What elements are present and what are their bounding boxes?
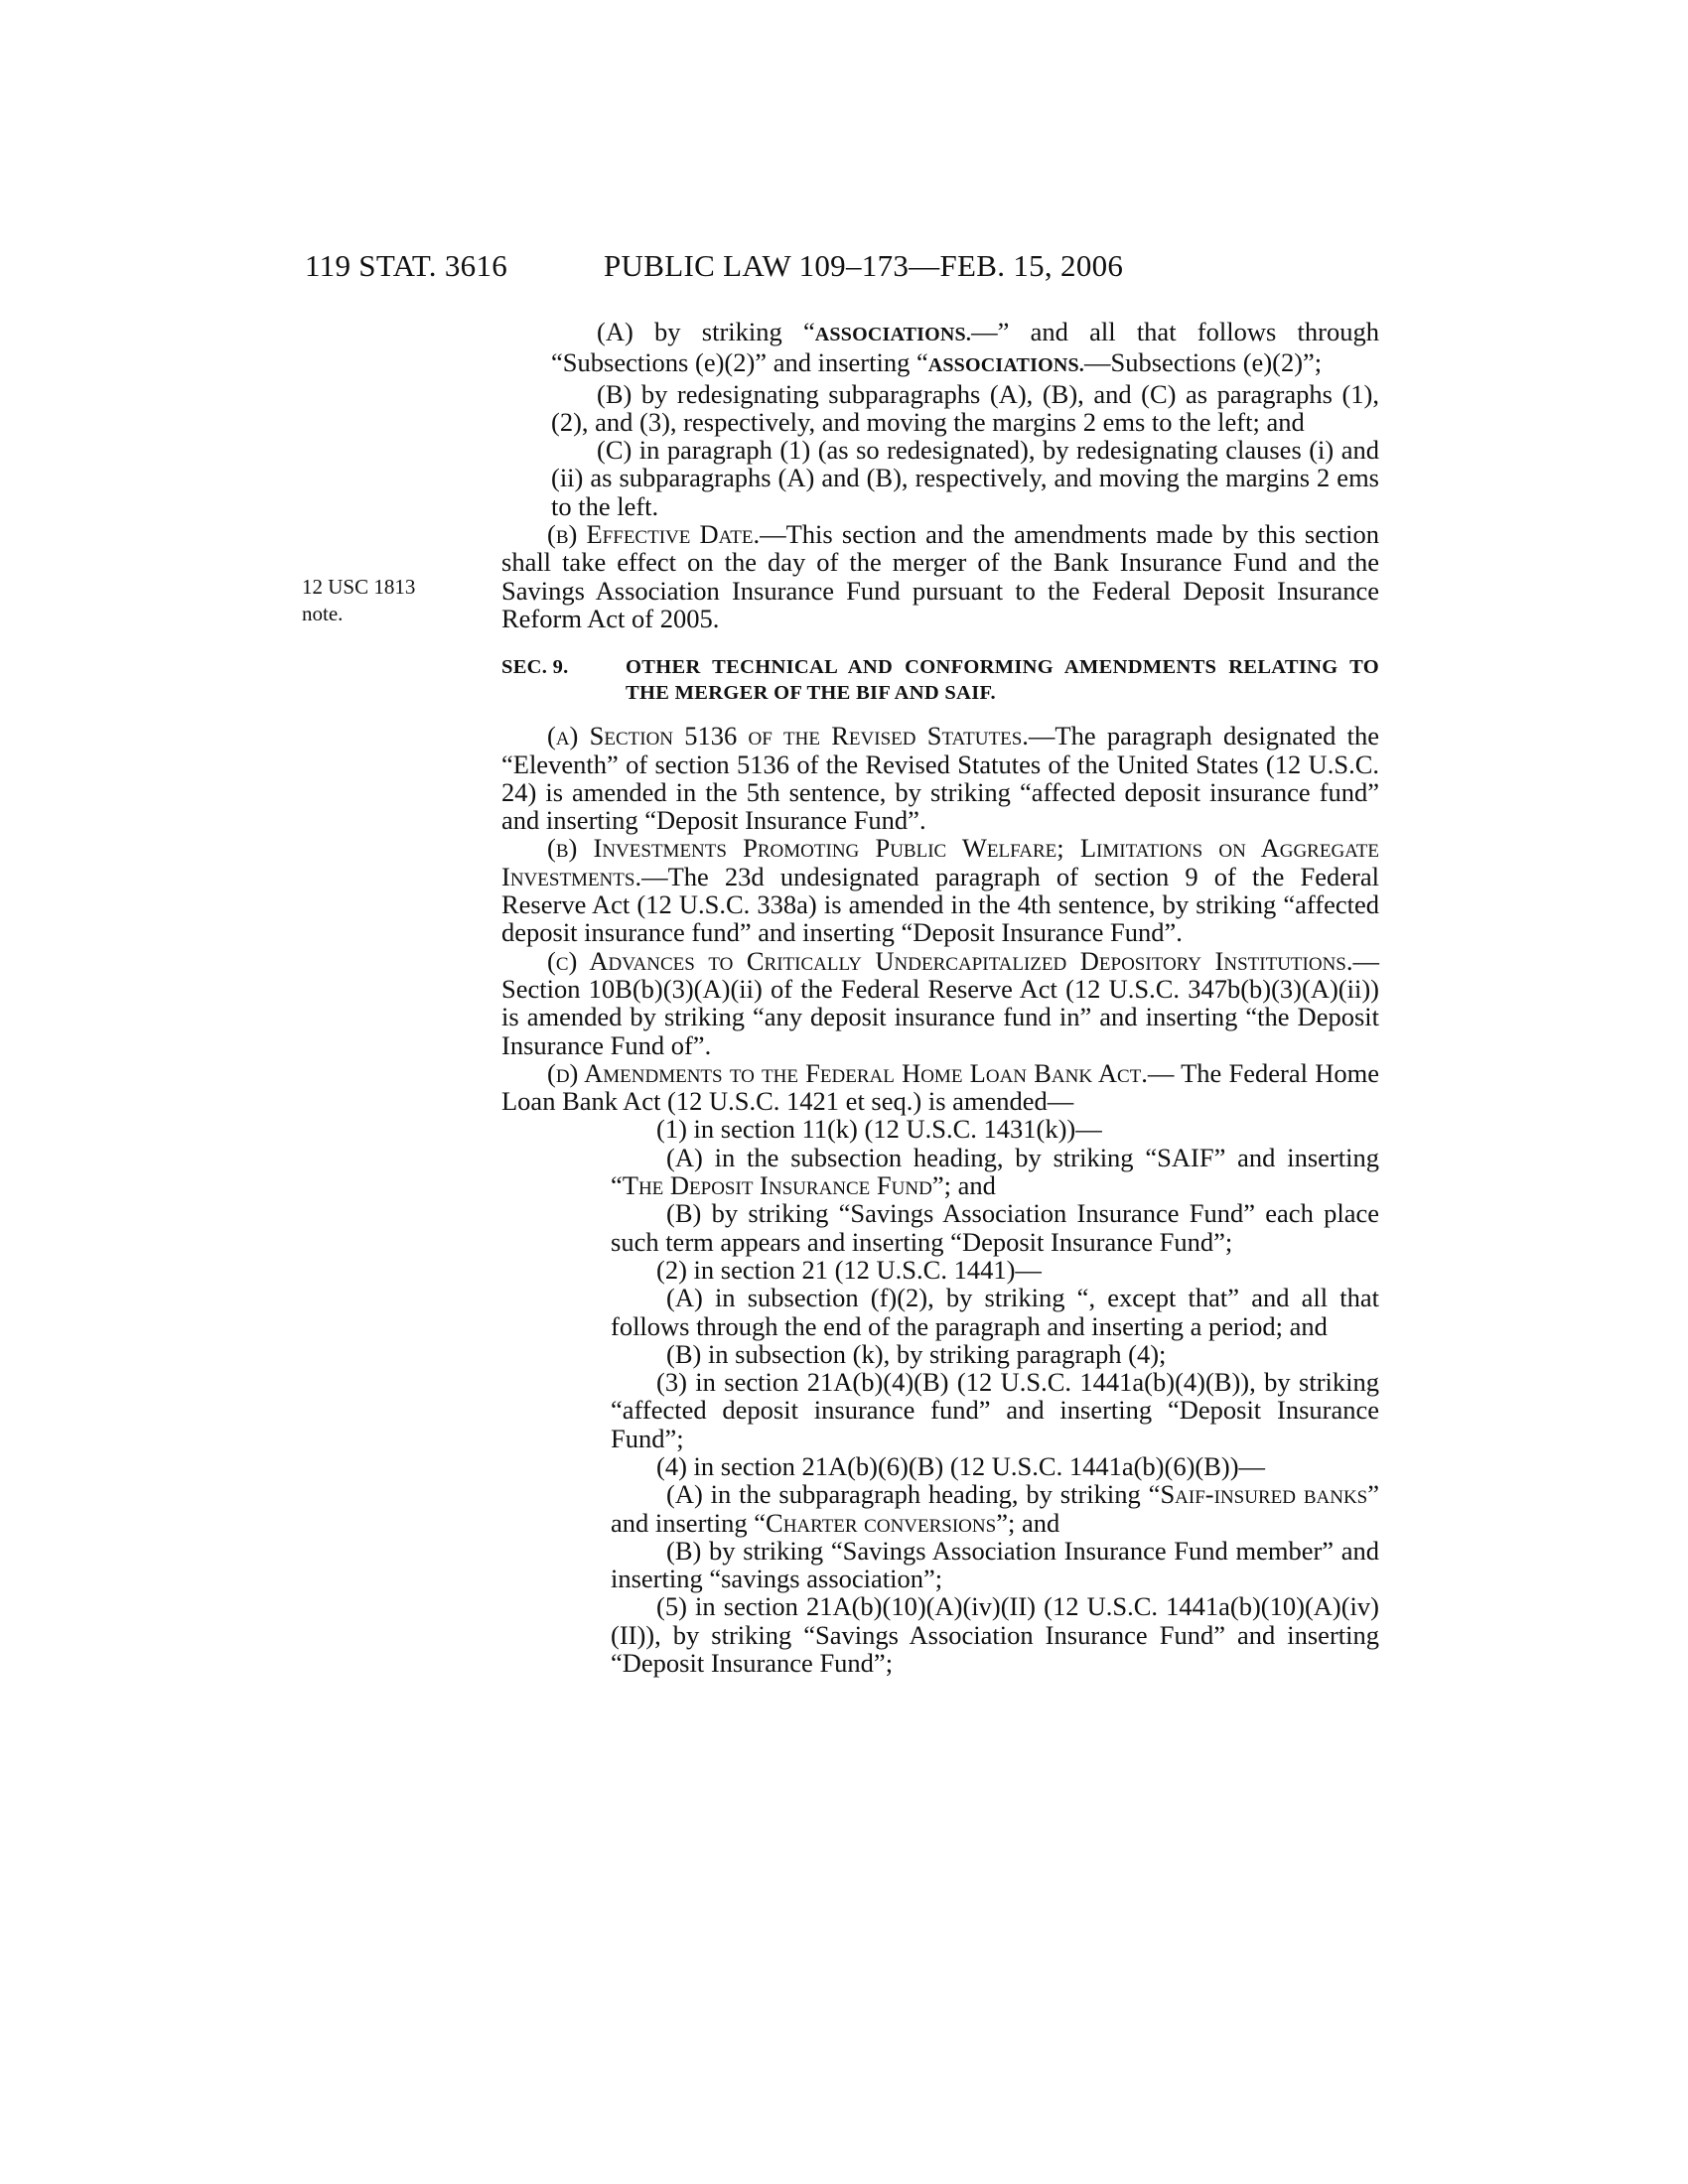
effective-date-paragraph — [501, 520, 1379, 632]
subsection-a — [501, 722, 1379, 834]
bold-heading-text: ASSOCIATIONS. — [927, 354, 1084, 377]
clause-b-redesignate: (B) by redesignating subparagraphs (A), (B), and (C) as paragraphs (1), (2), and (3), respectively, and moving the margins 2 ems to the left; and — [551, 378, 1379, 437]
small-caps-text: Saif-insured banks — [1160, 1479, 1368, 1510]
paragraph-label: (b) Effective Date. — [547, 519, 761, 550]
text: ”; and — [931, 1170, 996, 1201]
subsection-label: (a) Section 5136 of the Revised Statutes. — [547, 721, 1029, 751]
text: —Subsections (e)(2)”; — [1084, 347, 1323, 378]
clause-a-strike-associations — [501, 318, 1379, 380]
paragraph-d4-b: (B) by striking “Savings Association Insurance Fund member” and inserting “savings association”; — [611, 1535, 1379, 1594]
clause-c-redesignate: (C) in paragraph (1) (as so redesignated), by redesignating clauses (i) and (ii) as subparagraphs (A) and (B), respectively, and moving the margins 2 ems to the left. — [551, 435, 1379, 521]
paragraph-d2-b: (B) in subsection (k), by striking paragraph (4); — [666, 1338, 1167, 1369]
section-number: SEC. 9. — [501, 656, 569, 679]
paragraph-text: —This section and the amendments made by this section shall take effect on the day of the merger of the Bank Insurance Fund and the Savings Association Insurance Fund pursuant to the Federal Deposit Insurance Reform Act of 2005. — [501, 519, 1379, 633]
subsection-label: (b) Investments Promoting Public Welfare; Limitations on Aggregate Investments. — [501, 833, 1379, 891]
margin-note-label: note. — [302, 602, 344, 625]
paragraph-d3: (3) in section 21A(b)(4)(B) (12 U.S.C. 1441a(b)(4)(B)), by striking “affected deposit insurance fund” and inserting “Deposit Insurance Fund”; — [611, 1367, 1379, 1453]
paragraph-d2: (2) in section 21 (12 U.S.C. 1441)— — [656, 1254, 1042, 1285]
text: —” and all that follows through “Subsections (e)(2)” and inserting “ — [551, 317, 1379, 378]
text: ”; and — [996, 1507, 1060, 1538]
body-text — [501, 318, 1379, 1677]
page-header-title: PUBLIC LAW 109–173—FEB. 15, 2006 — [604, 248, 1124, 283]
small-caps-text: Charter conversions — [766, 1507, 997, 1538]
margin-note — [302, 574, 415, 627]
paragraph-d1-a — [501, 1144, 1379, 1200]
section-title: OTHER TECHNICAL AND CONFORMING AMENDMENTS RELATING TO THE MERGER OF THE BIF AND SAIF. — [626, 656, 1379, 705]
margin-note-citation: 12 USC 1813 — [302, 575, 416, 599]
small-caps-text: The Deposit Insurance Fund — [622, 1170, 932, 1201]
text: (A) in the subsection heading, by striking “SAIF” and inserting “ — [611, 1142, 1379, 1201]
subsection-b — [501, 834, 1379, 946]
paragraph-d1-b: (B) by striking “Savings Association Insurance Fund” each place such term appears and inserting “Deposit Insurance Fund”; — [611, 1198, 1379, 1257]
subsection-text: — The Federal Home Loan Bank Act (12 U.S.C. 1421 et seq.) is amended— — [501, 1057, 1379, 1117]
paragraph-d5: (5) in section 21A(b)(10)(A)(iv)(II) (12 U.S.C. 1441a(b)(10)(A)(iv)(II)), by striking “Savings Association Insurance Fund” and inserting “Deposit Insurance Fund”; — [611, 1591, 1379, 1679]
page-stat-number: 119 STAT. 3616 — [305, 248, 508, 283]
subsection-text: —Section 10B(b)(3)(A)(ii) of the Federal Reserve Act (12 U.S.C. 347b(b)(3)(A)(ii)) is amended by striking “any deposit insurance fund in” and inserting “the Deposit Insurance Fund of”. — [501, 945, 1379, 1060]
bold-heading-text: ASSOCIATIONS. — [814, 324, 972, 345]
subsection-label: (c) Advances to Critically Undercapitalized Depository Institutions. — [547, 945, 1353, 976]
text: ” and inserting “ — [611, 1479, 1379, 1538]
subsection-c — [501, 947, 1379, 1059]
subsection-text: —The paragraph designated the “Eleventh” of section 5136 of the Revised Statutes of the United States (12 U.S.C. 24) is amended in the 5th sentence, by striking “affected deposit insurance fund” and inserting “Deposit Insurance Fund”. — [501, 721, 1379, 836]
paragraph-d2-a: (A) in subsection (f)(2), by striking “, except that” and all that follows through the end of the paragraph and inserting a period; and — [611, 1283, 1379, 1341]
section-heading — [501, 654, 1379, 706]
subsection-d — [501, 1059, 1379, 1116]
subsection-label: (d) Amendments to the Federal Home Loan Bank Act. — [547, 1057, 1148, 1088]
text: (A) in the subparagraph heading, by striking “ — [666, 1479, 1161, 1510]
paragraph-d4: (4) in section 21A(b)(6)(B) (12 U.S.C. 1441a(b)(6)(B))— — [656, 1450, 1266, 1481]
paragraph-d1: (1) in section 11(k) (12 U.S.C. 1431(k))— — [656, 1114, 1102, 1145]
paragraph-d4-a — [501, 1480, 1379, 1537]
text: (A) by striking “ — [597, 317, 815, 346]
subsection-text: —The 23d undesignated paragraph of section 9 of the Federal Reserve Act (12 U.S.C. 338a) is amended in the 4th sentence, by striking “affected deposit insurance fund” and inserting “Deposit Insurance Fund”. — [501, 861, 1379, 948]
